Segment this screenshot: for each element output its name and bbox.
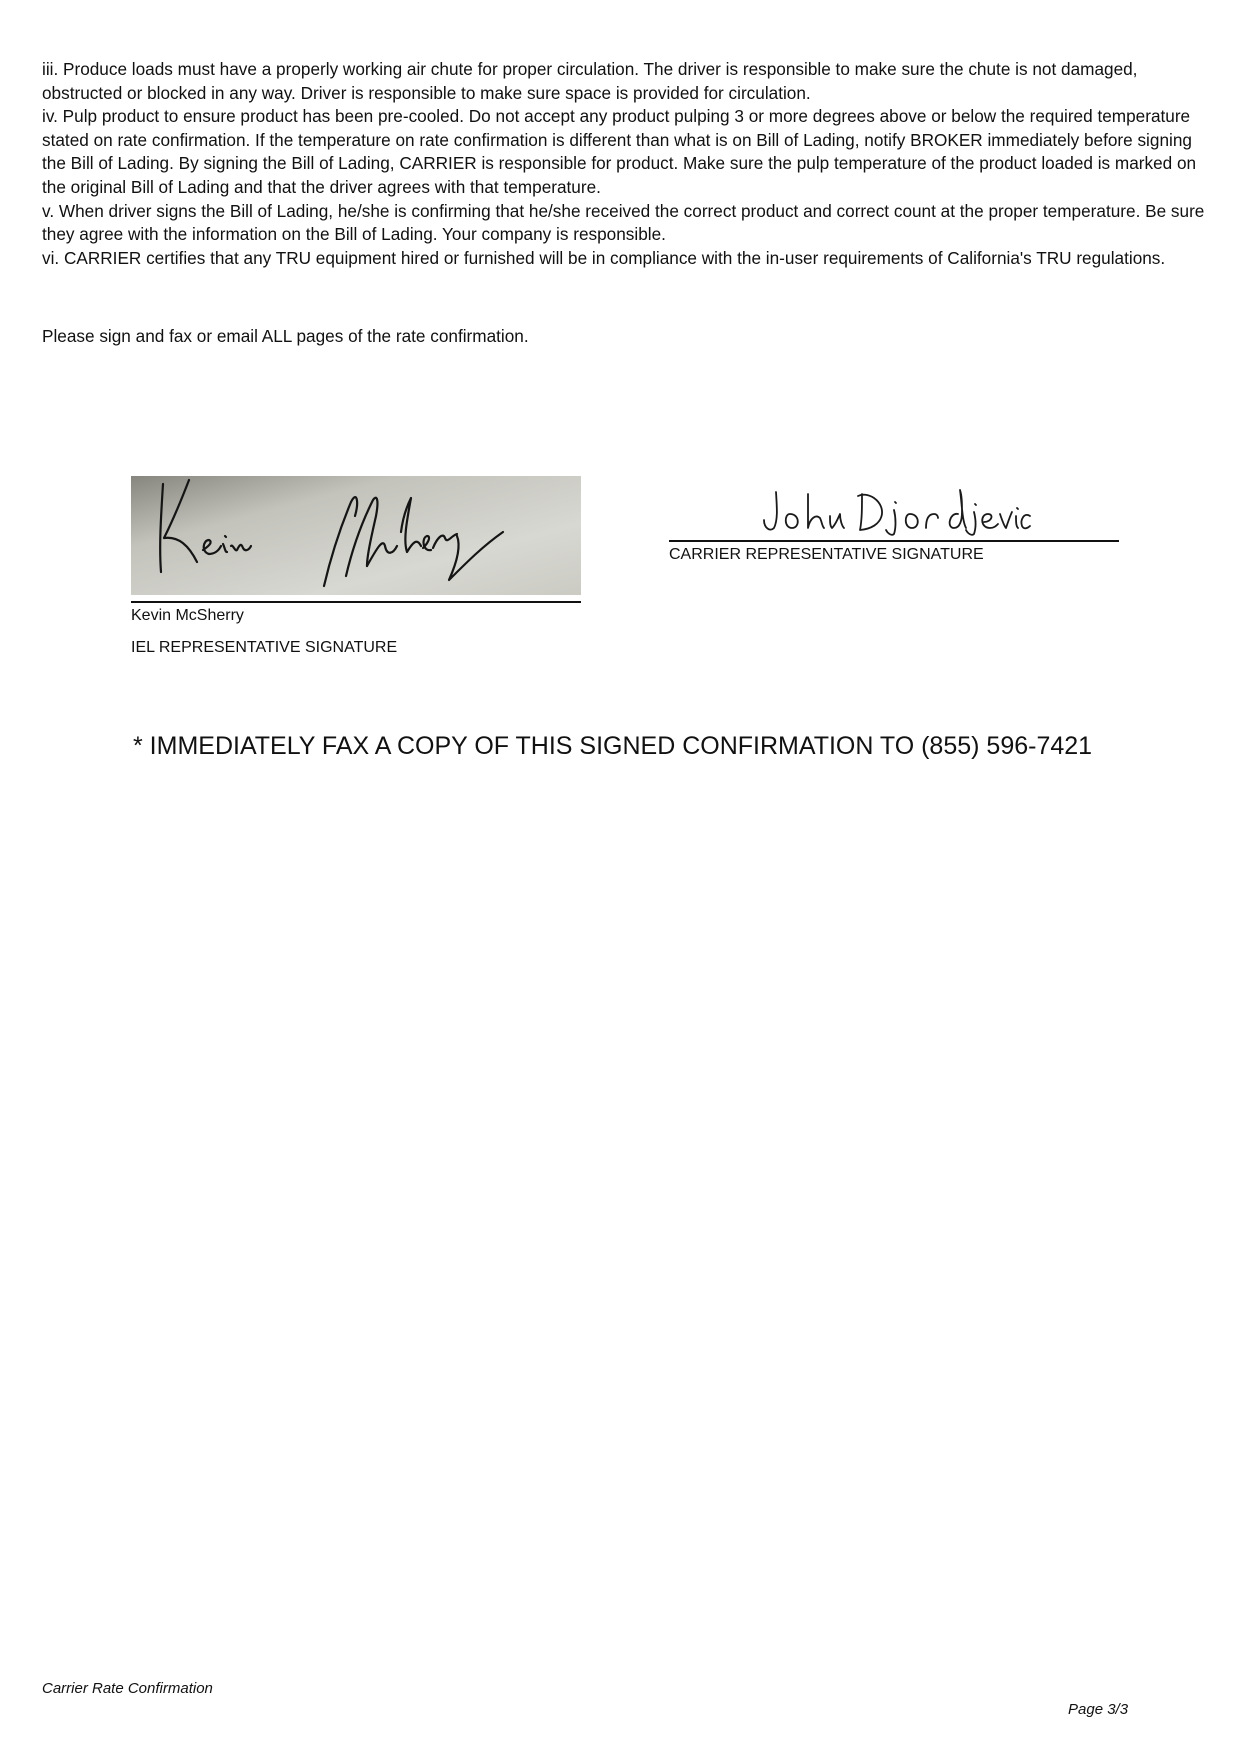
fax-notice: * IMMEDIATELY FAX A COPY OF THIS SIGNED CONFIRMATION TO (855) 596-7421 xyxy=(133,732,1093,760)
term-iii: iii. Produce loads must have a properly working air chute for proper circulation. The driver is responsible to make sure the chute is not damaged, obstructed or blocked in any way. Driver is responsible to make sure space is provided for circulation. xyxy=(42,59,1138,103)
term-v: v. When driver signs the Bill of Lading, he/she is confirming that he/she received the correct product and correct count at the proper temperature. Be sure they agree with the information on the Bill of Lading. Your company is responsible. xyxy=(42,200,1205,245)
iel-representative-name: Kevin McSherry xyxy=(131,607,244,624)
footer-document-name: Carrier Rate Confirmation xyxy=(42,1680,213,1697)
iel-signature-title: IEL REPRESENTATIVE SIGNATURE xyxy=(131,639,398,656)
carrier-signature-block xyxy=(669,540,1119,565)
term-iv: iv. Pulp product to ensure product has been pre-cooled. Do not accept any product pulping 3 or more degrees above or below the required temperature stated on rate confirmation. If the temperature on rate confirmation is different than what is on Bill of Lading, notify BROKER immediately before signing the Bill of Lading. By signing the Bill of Lading, CARRIER is responsible for product. Make sure the pulp temperature of the product loaded is marked on the original Bill of Lading and that the driver agrees with that temperature. xyxy=(42,106,1197,197)
iel-signature-block xyxy=(131,476,581,658)
terms-section xyxy=(42,58,1212,270)
carrier-signature-image xyxy=(762,484,1032,536)
carrier-signature-line xyxy=(669,540,1119,542)
footer-page-number: Page 3/3 xyxy=(1068,1701,1129,1718)
term-vi: vi. CARRIER certifies that any TRU equipment hired or furnished will be in compliance with the in-user requirements of California's TRU regulations. xyxy=(42,247,1166,268)
iel-signature-line xyxy=(131,601,581,603)
carrier-signature-title: CARRIER REPRESENTATIVE SIGNATURE xyxy=(669,546,984,563)
iel-signature-image xyxy=(131,476,581,595)
closing-instruction: Please sign and fax or email ALL pages of the rate confirmation. xyxy=(42,326,529,346)
